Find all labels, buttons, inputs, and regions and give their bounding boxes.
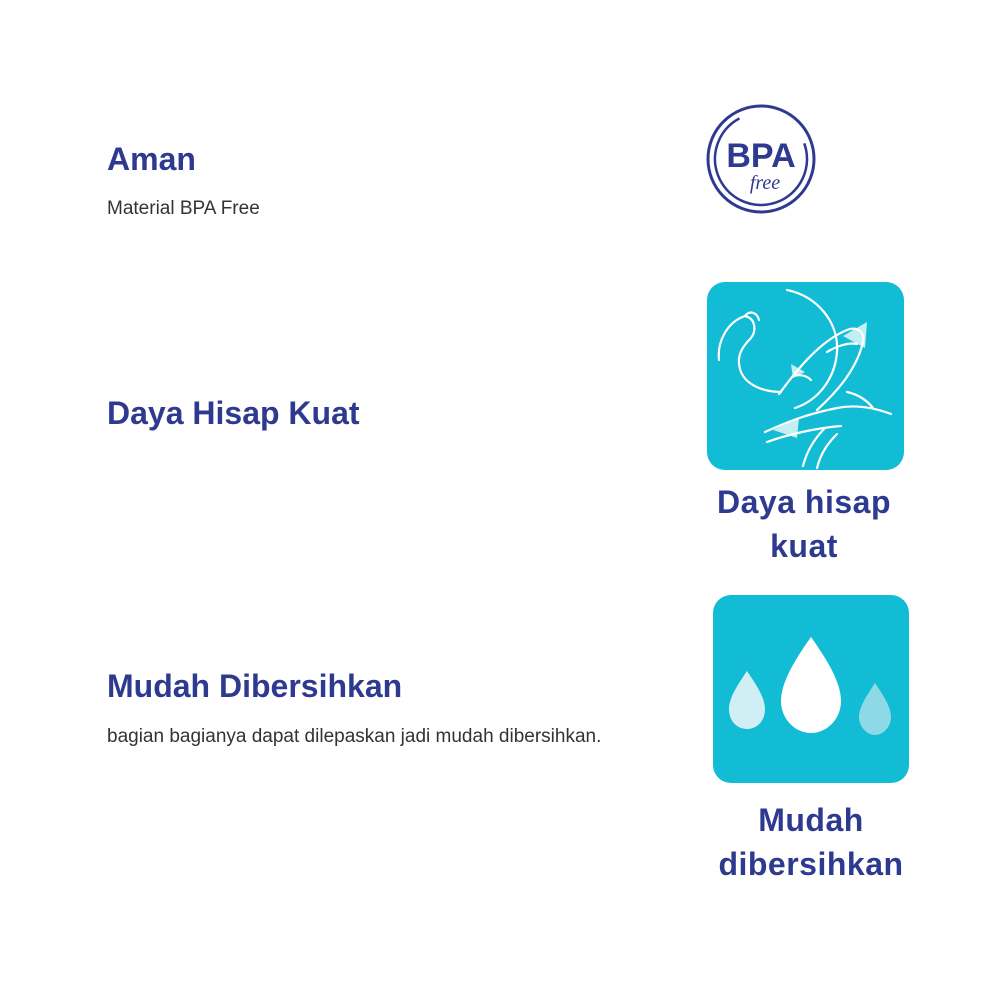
tile-caption-line2: kuat (770, 528, 838, 564)
breast-pump-suction-icon (707, 282, 904, 470)
water-drops-icon (713, 595, 909, 783)
free-text: free (749, 172, 781, 194)
tile-caption-line1: Daya hisap (717, 484, 891, 520)
bpa-text: BPA (726, 137, 796, 175)
bpa-free-icon (705, 103, 817, 215)
tile-caption-line2: dibersihkan (718, 846, 904, 882)
feature-title-daya-hisap: Daya Hisap Kuat (107, 395, 360, 431)
tile-caption-line1: Mudah (758, 802, 864, 838)
feature-description-mudah-dibersihkan: bagian bagianya dapat dilepaskan jadi mudah dibersihkan. (107, 726, 602, 747)
feature-title-mudah-dibersihkan: Mudah Dibersihkan (107, 668, 403, 704)
feature-description-aman: Material BPA Free (107, 198, 260, 219)
feature-title-aman: Aman (107, 141, 196, 177)
